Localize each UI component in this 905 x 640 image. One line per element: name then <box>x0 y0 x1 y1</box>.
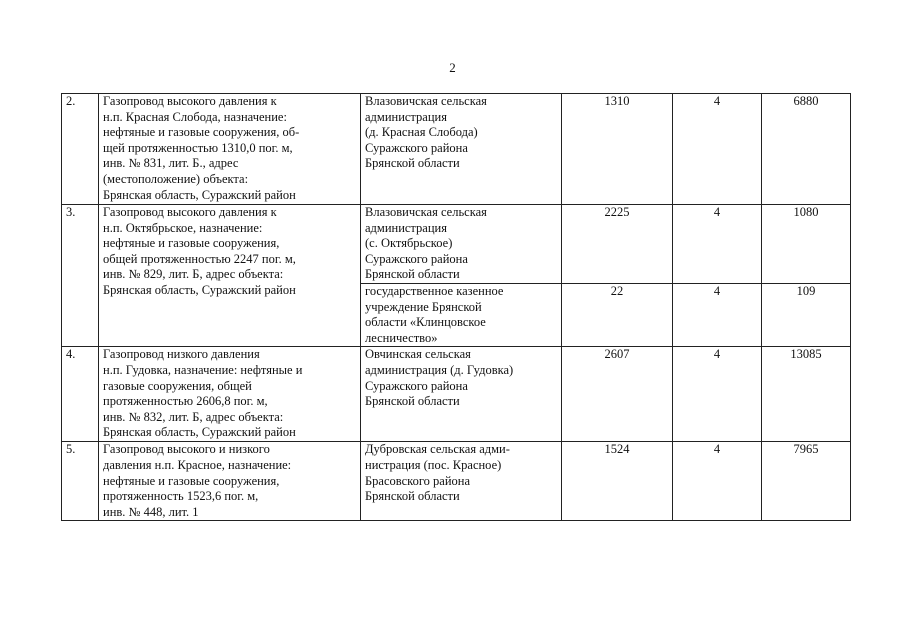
length-value: 1310 <box>562 94 673 205</box>
sum-value: 109 <box>762 284 851 347</box>
holder-line: Брянской области <box>365 267 460 282</box>
table-row <box>62 347 851 442</box>
object-line: Газопровод высокого давления к <box>103 94 277 108</box>
holder-line: администрация <box>365 220 447 235</box>
object-line: Брянская область, Суражский район <box>103 187 296 202</box>
holder-line: Влазовичская сельская <box>365 205 487 219</box>
object-line: инв. № 829, лит. Б, адрес объекта: <box>103 267 284 282</box>
row-number: 4. <box>62 347 99 442</box>
holder-cell <box>361 205 562 284</box>
sum-value: 7965 <box>762 442 851 521</box>
table-row <box>62 442 851 521</box>
holder-line: (с. Октябрьское) <box>365 236 453 251</box>
length-value: 22 <box>562 284 673 347</box>
term-value: 4 <box>673 347 762 442</box>
length-value: 2607 <box>562 347 673 442</box>
object-line: протяженность 1523,6 пог. м, <box>103 489 259 504</box>
holder-line: учреждение Брянской <box>365 299 482 314</box>
holder-line: Суражского района <box>365 140 468 155</box>
term-value: 4 <box>673 442 762 521</box>
object-line: давления н.п. Красное, назначение: <box>103 457 292 472</box>
object-description <box>99 94 361 205</box>
object-line: н.п. Гудовка, назначение: нефтяные и <box>103 362 303 377</box>
property-table <box>61 93 851 521</box>
table-row <box>62 94 851 205</box>
object-line: инв. № 448, лит. 1 <box>103 504 199 519</box>
holder-line: нистрация (пос. Красное) <box>365 457 502 472</box>
holder-line: Брянской области <box>365 156 460 171</box>
object-line: Брянская область, Суражский район <box>103 425 296 440</box>
object-line: щей протяженностью 1310,0 пог. м, <box>103 140 293 155</box>
holder-line: государственное казенное <box>365 284 504 298</box>
object-line: инв. № 832, лит. Б, адрес объекта: <box>103 409 284 424</box>
object-line: протяженностью 2606,8 пог. м, <box>103 394 268 409</box>
object-description <box>99 442 361 521</box>
term-value: 4 <box>673 205 762 284</box>
holder-line: Брянской области <box>365 489 460 504</box>
holder-line: Суражского района <box>365 251 468 266</box>
row-number: 5. <box>62 442 99 521</box>
holder-cell <box>361 347 562 442</box>
holder-cell <box>361 442 562 521</box>
holder-line: Брасовского района <box>365 473 471 488</box>
object-line: (местоположение) объекта: <box>103 171 249 186</box>
object-description <box>99 205 361 347</box>
page-number: 2 <box>449 60 456 75</box>
object-line: Брянская область, Суражский район <box>103 282 296 297</box>
row-number: 2. <box>62 94 99 205</box>
object-line: общей протяженностью 2247 пог. м, <box>103 251 296 266</box>
holder-line: Суражского района <box>365 378 468 393</box>
holder-cell <box>361 284 562 347</box>
object-line: Газопровод высокого давления к <box>103 205 277 219</box>
object-line: н.п. Октябрьское, назначение: <box>103 220 263 235</box>
sum-value: 13085 <box>762 347 851 442</box>
object-description <box>99 347 361 442</box>
holder-line: Дубровская сельская адми- <box>365 442 510 457</box>
row-number: 3. <box>62 205 99 347</box>
holder-cell <box>361 94 562 205</box>
object-line: газовые сооружения, общей <box>103 378 252 393</box>
holder-line: администрация <box>365 109 447 124</box>
object-line: нефтяные и газовые сооружения, <box>103 236 280 251</box>
object-line: Газопровод высокого и низкого <box>103 442 270 457</box>
table-row <box>62 205 851 284</box>
object-line: Газопровод низкого давления <box>103 347 260 362</box>
holder-line: Влазовичская сельская <box>365 94 487 108</box>
length-value: 1524 <box>562 442 673 521</box>
term-value: 4 <box>673 94 762 205</box>
holder-line: Брянской области <box>365 394 460 409</box>
holder-line: Овчинская сельская <box>365 347 471 362</box>
holder-line: (д. Красная Слобода) <box>365 125 478 140</box>
length-value: 2225 <box>562 205 673 284</box>
object-line: н.п. Красная Слобода, назначение: <box>103 109 287 124</box>
sum-value: 1080 <box>762 205 851 284</box>
object-line: нефтяные и газовые сооружения, <box>103 473 280 488</box>
holder-line: лесничество» <box>365 330 438 345</box>
holder-line: области «Клинцовское <box>365 315 486 330</box>
term-value: 4 <box>673 284 762 347</box>
holder-line: администрация (д. Гудовка) <box>365 362 514 377</box>
object-line: нефтяные и газовые сооружения, об- <box>103 125 300 140</box>
sum-value: 6880 <box>762 94 851 205</box>
object-line: инв. № 831, лит. Б., адрес <box>103 156 239 171</box>
